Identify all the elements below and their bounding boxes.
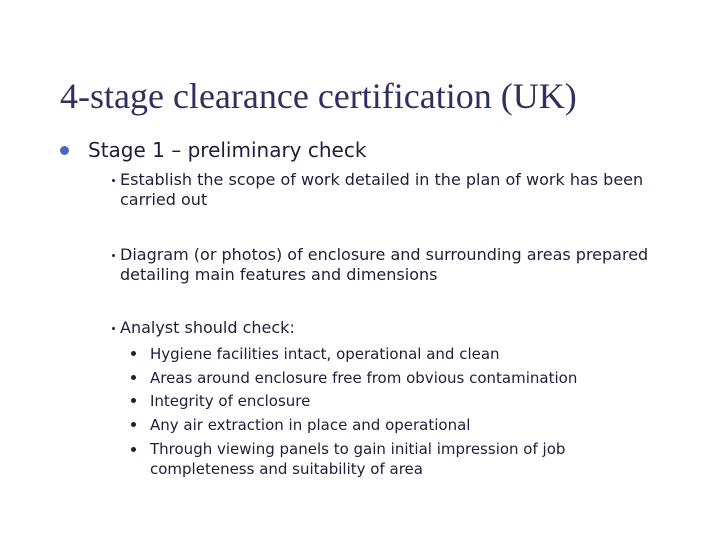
check-item bbox=[130, 437, 630, 479]
point-text: Establish the scope of work detailed in the plan of work has been carried out bbox=[120, 170, 644, 209]
bullet-dot-icon bbox=[131, 351, 136, 356]
slide-title: 4-stage clearance certification (UK) bbox=[60, 76, 577, 116]
bullet-dot-icon bbox=[131, 447, 136, 452]
check-item bbox=[130, 390, 630, 414]
bullet-dot-icon bbox=[131, 398, 136, 403]
point-text: Analyst should check: bbox=[120, 318, 295, 337]
bullet-dot-icon bbox=[60, 146, 69, 155]
bullet-dot-icon bbox=[112, 327, 115, 330]
check-text: Hygiene facilities intact, operational and clean bbox=[150, 345, 500, 363]
check-list bbox=[130, 343, 630, 479]
stage-heading: Stage 1 – preliminary check bbox=[88, 138, 367, 162]
bullet-dot-icon bbox=[131, 422, 136, 427]
bullet-dot-icon bbox=[131, 375, 136, 380]
bullet-dot-icon bbox=[112, 254, 115, 257]
check-item bbox=[130, 414, 630, 438]
check-item bbox=[130, 367, 630, 391]
bullet-dot-icon bbox=[112, 179, 115, 182]
check-text: Any air extraction in place and operational bbox=[150, 415, 471, 434]
check-item bbox=[130, 343, 630, 367]
check-text: Integrity of enclosure bbox=[150, 392, 311, 410]
check-text: Through viewing panels to gain initial impression of job completeness and suitability of area bbox=[150, 440, 566, 478]
check-text: Areas around enclosure free from obvious contamination bbox=[150, 368, 578, 387]
point-text: Diagram (or photos) of enclosure and surrounding areas prepared detailing main features and dimensions bbox=[120, 245, 649, 284]
